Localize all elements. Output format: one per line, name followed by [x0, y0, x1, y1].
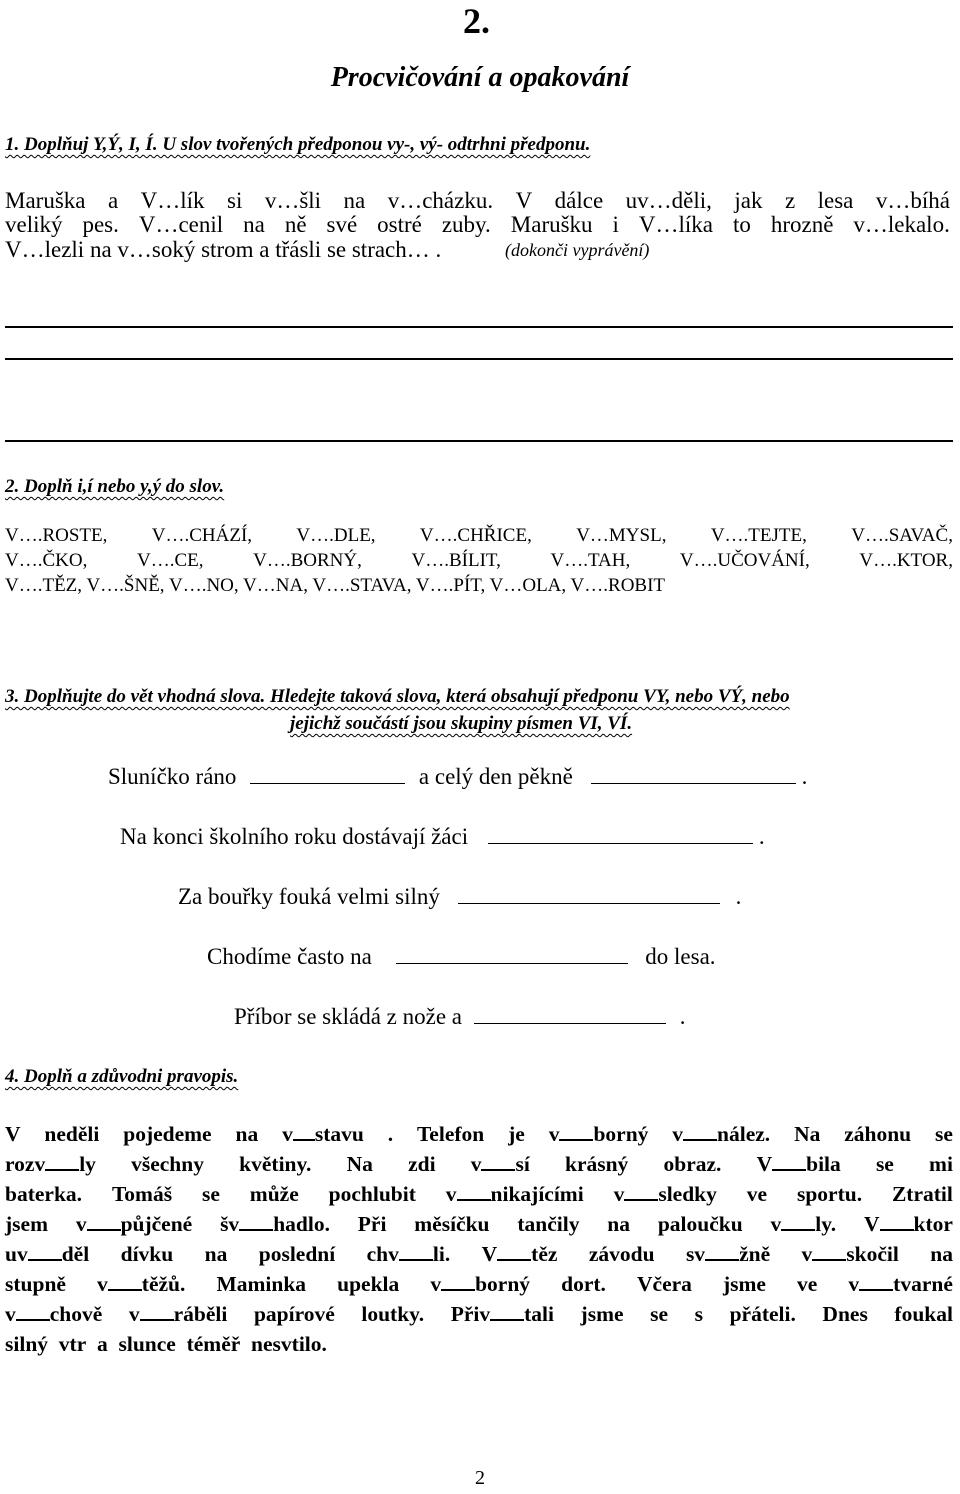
task3-heading-2: jejichž součástí jsou skupiny písmen VI, VÍ.	[290, 713, 633, 734]
task2-row2-word: V….CE,	[136, 550, 204, 571]
task2-row1	[5, 525, 953, 547]
sentence-1	[108, 763, 807, 790]
task1-line1-word: lesa	[817, 188, 854, 213]
task4-word[interactable]: uv děl	[5, 1242, 90, 1266]
fill-blank[interactable]	[87, 1211, 121, 1231]
fill-blank[interactable]	[28, 1241, 62, 1261]
task4-word[interactable]: v ly.	[770, 1212, 837, 1236]
sentence-4	[207, 943, 716, 970]
task1-line1-word: jak	[734, 188, 763, 213]
task4-word[interactable]: V ktor	[864, 1212, 953, 1236]
sentence-2	[120, 823, 765, 850]
task4-word: paloučku	[657, 1212, 743, 1236]
task4-word: ve	[746, 1182, 768, 1206]
sentence-4-blank[interactable]	[396, 943, 628, 964]
fill-blank[interactable]	[457, 1181, 491, 1201]
task4-word: na	[930, 1242, 953, 1266]
fill-blank[interactable]	[140, 1301, 174, 1321]
task4-word: je	[508, 1122, 525, 1146]
task2-row2-word: V….ČKO,	[5, 550, 88, 571]
task4-word: .	[387, 1122, 394, 1146]
task4-word[interactable]: sv žně	[685, 1242, 771, 1266]
task4-word: dívku	[120, 1242, 174, 1266]
task2-row2-word: V….UČOVÁNÍ,	[679, 550, 810, 571]
fill-blank[interactable]	[705, 1241, 739, 1261]
task4-paragraph	[5, 1119, 953, 1359]
task2-row1-word: V…MYSL,	[576, 525, 667, 546]
task4-word[interactable]: v sledky	[613, 1182, 717, 1206]
task4-word: papírové	[253, 1302, 335, 1326]
task4-word[interactable]: v tvarné	[848, 1272, 953, 1296]
task4-word[interactable]: v borný	[548, 1122, 649, 1146]
task1-line2-word: své	[326, 212, 358, 237]
task1-line1-word: z	[784, 188, 796, 213]
task1-line1-word: na	[343, 188, 366, 213]
task1-line2-word: na	[243, 212, 265, 237]
task4-word: přáteli.	[729, 1302, 796, 1326]
task4-line	[5, 1299, 953, 1329]
task4-word[interactable]: v půjčené	[75, 1212, 193, 1236]
task1-line2-word: ně	[284, 212, 307, 237]
task1-line2-word: Marušku	[510, 212, 593, 237]
task4-word[interactable]: Přiv tali	[450, 1302, 554, 1326]
fill-blank[interactable]	[441, 1271, 475, 1291]
sentence-1-part-b: a celý den pěkně	[418, 764, 573, 789]
task4-word: květiny.	[239, 1152, 312, 1176]
fill-blank[interactable]	[293, 1121, 315, 1141]
task4-word: obraz.	[663, 1152, 722, 1176]
task1-line1-word: v…šli	[264, 188, 322, 213]
fill-blank[interactable]	[239, 1211, 273, 1231]
task2-row1-word: V….CHŘICE,	[419, 525, 532, 546]
task4-word: Včera	[637, 1272, 692, 1296]
task4-word: Na	[794, 1122, 821, 1146]
task4-word[interactable]: šv hadlo.	[220, 1212, 330, 1236]
task4-heading: 4. Doplň a zdůvodni pravopis.	[5, 1066, 239, 1087]
fill-blank[interactable]	[559, 1121, 593, 1141]
task4-word[interactable]: v sí	[470, 1152, 530, 1176]
task1-hint: (dokonči vyprávění)	[505, 240, 650, 260]
task4-line	[5, 1329, 953, 1359]
task4-word: jsem	[5, 1212, 48, 1236]
sentence-3	[178, 883, 741, 910]
task4-word: jsme	[722, 1272, 766, 1296]
task4-word: a	[96, 1332, 108, 1356]
task1-line1-word: a	[107, 188, 119, 213]
task4-word: tančily	[517, 1212, 580, 1236]
task1-line2-word: veliký	[5, 212, 63, 237]
task4-word: na	[235, 1122, 259, 1146]
sentence-4-part-a: Chodíme často na	[207, 944, 372, 969]
task4-word[interactable]: rozv ly	[5, 1152, 96, 1176]
sentence-1-end: .	[801, 764, 808, 789]
task4-word: Na	[346, 1152, 373, 1176]
task4-line	[5, 1119, 953, 1149]
task4-word: s	[694, 1302, 703, 1326]
task4-word: Telefon	[416, 1122, 485, 1146]
task4-word: na	[607, 1212, 630, 1236]
task1-line1-word: v…bíhá	[875, 188, 950, 213]
task4-word: pochlubit	[328, 1182, 416, 1206]
fill-blank[interactable]	[45, 1151, 79, 1171]
task4-word: ve	[797, 1272, 818, 1296]
sentence-5-end: .	[679, 1004, 686, 1029]
task4-word: Ztratil	[891, 1182, 953, 1206]
sentence-2-part-a: Na konci školního roku dostávají žáci	[120, 824, 469, 849]
sentence-2-end: .	[758, 824, 765, 849]
task2-row1-word: V….ROSTE,	[5, 525, 108, 546]
sentence-1-part-a: Sluníčko ráno	[108, 764, 237, 789]
sentence-3-blank[interactable]	[458, 883, 720, 904]
answer-line-3[interactable]	[5, 440, 953, 442]
task4-word[interactable]: V těz	[481, 1242, 558, 1266]
task4-word: závodu	[588, 1242, 655, 1266]
task4-word: všechny	[131, 1152, 204, 1176]
fill-blank[interactable]	[812, 1241, 846, 1261]
task1-heading: 1. Doplňuj Y,Ý, I, Í. U slov tvořených předponou vy-, vý- odtrhni předponu.	[5, 134, 591, 155]
page-number-bottom: 2	[475, 1467, 485, 1489]
fill-blank[interactable]	[16, 1301, 50, 1321]
task1-line1-word: Maruška	[5, 188, 86, 213]
fill-blank[interactable]	[781, 1211, 815, 1231]
task4-word: téměř	[186, 1332, 241, 1356]
page-title: Procvičování a opakování	[330, 62, 630, 93]
task1-line2-word: ostré	[377, 212, 422, 237]
task2-heading: 2. Doplň i,í nebo y,ý do slov.	[5, 476, 225, 497]
task4-word[interactable]: vtr	[58, 1332, 87, 1356]
task4-word: Při	[357, 1212, 387, 1236]
task4-word: jsme	[580, 1302, 624, 1326]
sentence-5-blank[interactable]	[474, 1003, 666, 1024]
task4-word: mi	[929, 1152, 953, 1176]
task4-word[interactable]: chv li.	[366, 1242, 451, 1266]
task4-word[interactable]: v borný	[430, 1272, 531, 1296]
sentence-3-end: .	[735, 884, 742, 909]
task2-row1-word: V….TEJTE,	[710, 525, 807, 546]
task1-line1	[5, 188, 950, 214]
task1-line2	[5, 212, 950, 238]
task4-word: neděli	[44, 1122, 100, 1146]
page-number-top: 2.	[463, 1, 490, 41]
task4-word: se	[201, 1182, 220, 1206]
task4-word: foukal	[894, 1302, 953, 1326]
task4-word: se	[875, 1152, 894, 1176]
fill-blank[interactable]	[859, 1271, 893, 1291]
task4-word[interactable]: v stavu	[282, 1122, 364, 1146]
fill-blank[interactable]	[490, 1301, 524, 1321]
fill-blank[interactable]	[683, 1121, 717, 1141]
task1-line3: V…lezli na v…soký strom a třásli se strach… .	[5, 237, 442, 262]
task2-row1-word: V….DLE,	[296, 525, 376, 546]
task1-line1-word: V	[515, 188, 533, 213]
task1-line2-word: to	[732, 212, 751, 237]
task4-word: krásný	[564, 1152, 629, 1176]
sentence-5-part-a: Příbor se skládá z nože a	[234, 1004, 463, 1029]
task4-line	[5, 1179, 953, 1209]
task2-row2-word: V….BORNÝ,	[253, 550, 362, 571]
answer-line-2[interactable]	[5, 358, 953, 360]
task4-word: poslední	[258, 1242, 336, 1266]
task4-line	[5, 1239, 953, 1269]
task2-row1-word: V….CHÁZÍ,	[151, 525, 253, 546]
task4-word[interactable]: v ráběli	[128, 1302, 228, 1326]
task2-row1-word: V….SAVAČ,	[851, 525, 953, 546]
task4-word[interactable]: v nález.	[672, 1122, 771, 1146]
task4-word: sportu.	[796, 1182, 863, 1206]
fill-blank[interactable]	[399, 1241, 433, 1261]
task2-row2-word: V….KTOR,	[859, 550, 953, 571]
task4-word: se	[650, 1302, 669, 1326]
task1-line2-word: v…lekalo.	[853, 212, 950, 237]
task4-word: pojedeme	[123, 1122, 212, 1146]
task4-word: Tomáš	[111, 1182, 173, 1206]
task3-heading-1: 3. Doplňujte do vět vhodná slova. Hledejte taková slova, která obsahují předponu VY, nebo VÝ, nebo	[5, 686, 790, 707]
task4-word: může	[249, 1182, 299, 1206]
task4-word: měsíčku	[414, 1212, 490, 1236]
task4-word[interactable]: v těžů.	[97, 1272, 186, 1296]
task4-word: na	[204, 1242, 228, 1266]
task4-word: se	[935, 1122, 953, 1146]
task1-line1-word: V…lík	[140, 188, 205, 213]
task4-word: loutky.	[361, 1302, 425, 1326]
task1-line2-word: V…líka	[638, 212, 713, 237]
task2-words	[5, 525, 953, 597]
fill-blank[interactable]	[624, 1181, 658, 1201]
task4-word: Dnes	[822, 1302, 868, 1326]
task4-word: upekla	[337, 1272, 400, 1296]
task4-word: baterka.	[5, 1182, 83, 1206]
sentence-1-blank-1[interactable]	[250, 763, 405, 784]
task4-line	[5, 1209, 953, 1239]
task2-row3: V….TĚZ, V….ŠNĚ, V….NO, V…NA, V….STAVA, V….PÍT, V…OLA, V….ROBIT	[5, 575, 666, 596]
task4-word[interactable]: v chově	[5, 1302, 103, 1326]
task4-word: Maminka	[216, 1272, 307, 1296]
task4-word[interactable]: nesvtilo.	[251, 1332, 327, 1356]
task1-line2-word: V…cenil	[138, 212, 224, 237]
task4-word: zdi	[408, 1152, 436, 1176]
fill-blank[interactable]	[772, 1151, 806, 1171]
task1-line1-word: si	[227, 188, 243, 213]
task1-line2-word: zuby.	[441, 212, 491, 237]
fill-blank[interactable]	[497, 1241, 531, 1261]
task4-word: stupně	[5, 1272, 66, 1296]
fill-blank[interactable]	[108, 1271, 142, 1291]
answer-line-1[interactable]	[5, 326, 953, 328]
task4-word: slunce	[118, 1332, 176, 1356]
task2-row2-word: V….TAH,	[550, 550, 631, 571]
task4-word[interactable]: v nikajícími	[445, 1182, 584, 1206]
task4-word[interactable]: v skočil	[801, 1242, 899, 1266]
sentence-3-part-a: Za bouřky fouká velmi silný	[178, 884, 440, 909]
task4-word: dort.	[561, 1272, 606, 1296]
task1-line1-word: dálce	[554, 188, 604, 213]
task4-word: V	[5, 1122, 21, 1146]
fill-blank[interactable]	[880, 1211, 914, 1231]
task1-line2-word: i	[612, 212, 619, 237]
task4-word: záhonu	[844, 1122, 912, 1146]
task1-line1-word: uv…děli,	[625, 188, 712, 213]
task1-line1-word: v…cházku.	[387, 188, 494, 213]
sentence-2-blank[interactable]	[488, 823, 753, 844]
task4-word: silný	[5, 1332, 49, 1356]
task4-line	[5, 1149, 953, 1179]
task1-line2-word: pes.	[82, 212, 119, 237]
sentence-5	[234, 1003, 686, 1030]
sentence-1-blank-2[interactable]	[591, 763, 796, 784]
sentence-4-part-b: do lesa.	[645, 944, 716, 969]
task4-word[interactable]: V bila	[756, 1152, 841, 1176]
fill-blank[interactable]	[481, 1151, 515, 1171]
task1-line2-word: hrozně	[770, 212, 834, 237]
task2-row2	[5, 550, 953, 572]
task4-line	[5, 1269, 953, 1299]
task1-story	[5, 188, 950, 265]
task2-row2-word: V….BÍLIT,	[411, 550, 501, 571]
